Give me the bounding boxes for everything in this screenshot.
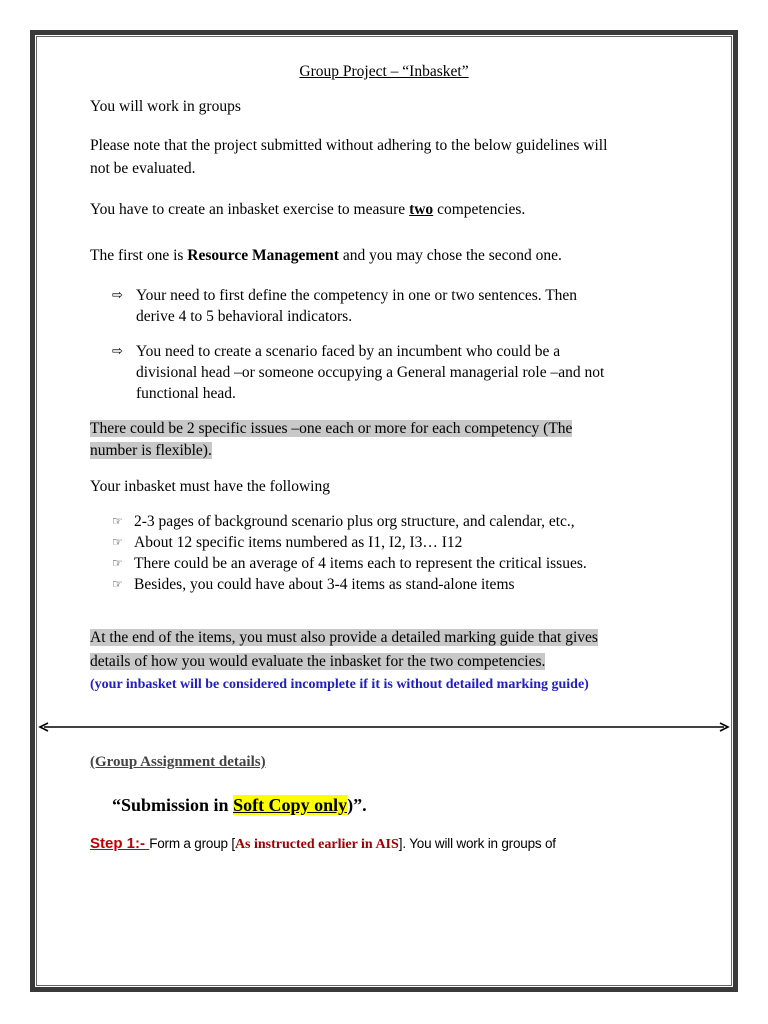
- pointing-hand-icon: ☞: [112, 556, 123, 570]
- highlight-marking-text: details of how you would evaluate the inbasket for the two competencies.: [90, 653, 546, 670]
- step-1-instruction: As instructed earlier in AIS: [234, 837, 399, 852]
- paragraph-first-competency: [90, 245, 562, 266]
- first-competency-name: Resource Management: [187, 247, 339, 264]
- competencies-text-pre: You have to create an inbasket exercise to measure: [90, 201, 410, 218]
- highlight-marking-text: At the end of the items, you must also provide a detailed marking guide that gives: [90, 629, 598, 646]
- marking-guide-note: (your inbasket will be considered incomplete if it is without detailed marking guide): [90, 677, 589, 692]
- double-arrow-divider: [38, 722, 730, 732]
- arrow-item-line: functional head.: [136, 385, 236, 402]
- first-competency-pre: The first one is: [90, 247, 188, 264]
- competencies-text-post: competencies.: [433, 201, 526, 218]
- paragraph-competencies: [90, 199, 525, 220]
- competencies-count: two: [409, 201, 434, 218]
- first-competency-post: and you may chose the second one.: [338, 247, 562, 264]
- arrow-item-line: Your need to first define the competency in one or two sentences. Then: [136, 287, 578, 304]
- pointing-hand-icon: ☞: [112, 535, 123, 549]
- paragraph-must-have: Your inbasket must have the following: [90, 478, 330, 495]
- submission-text-pre: “Submission in: [112, 795, 234, 815]
- paragraph-note-line-1: Please note that the project submitted without adhering to the below guidelines will: [90, 137, 608, 154]
- step-1: [90, 835, 556, 853]
- step-1-text-continued: ]. You will work in groups of: [398, 836, 556, 851]
- highlight-marking-line-1: [90, 627, 598, 648]
- hand-item-text: There could be an average of 4 items each to represent the critical issues.: [134, 555, 587, 572]
- hand-item-text: About 12 specific items numbered as I1, I2, I3… I12: [134, 534, 463, 551]
- group-assignment-heading-text: (Group Assignment details): [90, 754, 266, 770]
- submission-text-post: )”.: [347, 795, 367, 815]
- arrow-item-line: divisional head –or someone occupying a General managerial role –and not: [136, 364, 605, 381]
- hand-item-text: Besides, you could have about 3-4 items as stand-alone items: [134, 576, 515, 593]
- highlight-marking-line-2: [90, 651, 545, 672]
- arrow-bullet-icon: ⇨: [112, 344, 123, 359]
- step-1-label: Step 1:-: [90, 835, 150, 852]
- highlight-issues-line-2: [90, 440, 212, 461]
- pointing-hand-icon: ☞: [112, 577, 123, 591]
- arrow-item-line: derive 4 to 5 behavioral indicators.: [136, 308, 353, 325]
- arrow-item-line: You need to create a scenario faced by an incumbent who could be a: [136, 343, 561, 360]
- soft-copy-highlight: Soft Copy only: [233, 795, 348, 815]
- page-title: Group Project – “Inbasket”: [299, 63, 469, 80]
- highlight-issues-text: There could be 2 specific issues –one each or more for each competency (The: [90, 420, 573, 437]
- paragraph-work-in-groups: You will work in groups: [90, 98, 241, 115]
- group-assignment-heading: [90, 751, 266, 773]
- pointing-hand-icon: ☞: [112, 514, 123, 528]
- arrow-bullet-icon: ⇨: [112, 288, 123, 303]
- paragraph-note-line-2: not be evaluated.: [90, 160, 196, 177]
- submission-note: [112, 795, 367, 816]
- step-1-text: Form a group [: [149, 836, 235, 851]
- highlight-issues-text: number is flexible).: [90, 442, 212, 459]
- hand-item-text: 2-3 pages of background scenario plus org structure, and calendar, etc.,: [134, 513, 575, 530]
- highlight-issues-line-1: [90, 418, 572, 439]
